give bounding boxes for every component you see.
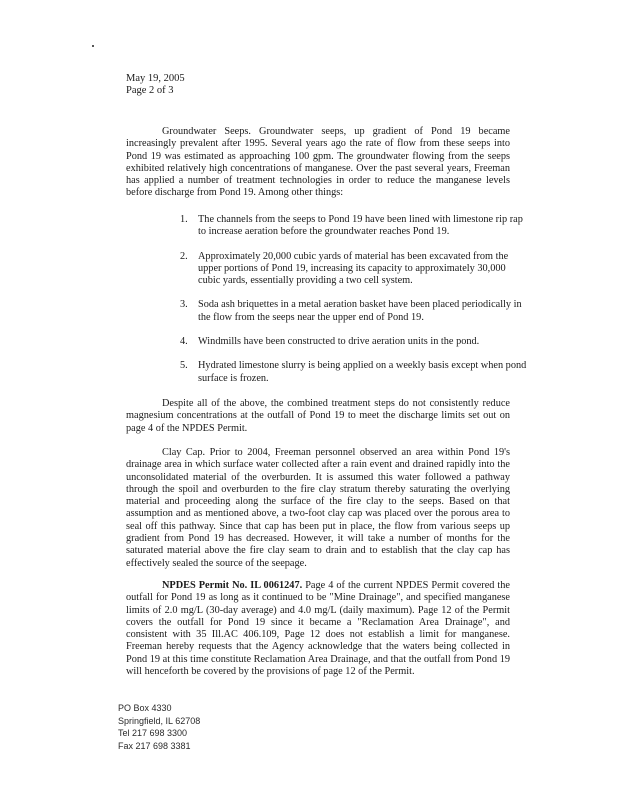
clay-cap-paragraph bbox=[126, 447, 510, 570]
clay-cap-heading: Clay Cap. bbox=[162, 447, 206, 458]
list-item bbox=[180, 251, 530, 288]
clay-cap-text: Prior to 2004, Freeman personnel observed an area within Pond 19's drainage area in which surface water collected after a rain event and drained rapidly into the unconsolidated material of the overburden. It is assumed this water followed a pathway through the spoil and overburden to the fire clay stratum thereby saturating the overlying material and proceeding along the surface of the fire clay to the seeps. Based on that assumption and as mentioned above, a two-foot clay cap was placed over the porous area to seal off this pathway. Since that cap has been put in place, the flow from various seeps up gradient from Pond 19 has decreased. However, it will take a number of months for the saturated material above the fire clay seam to drain and to establish that the clay cap has effectively sealed the source of the seepage. bbox=[126, 447, 511, 569]
list-item bbox=[180, 214, 530, 239]
letter-header bbox=[126, 73, 185, 97]
footer-fax: Fax 217 698 3381 bbox=[118, 740, 191, 751]
npdes-text: Page 4 of the current NPDES Permit covered the outfall for Pond 19 as long as it continued to be "Mine Drainage", and specified manganese limits of 2.0 mg/L (30-day average) and 4.0 mg/L (daily maximum). Page 12 of the Permit covers the outfall for Pond 19 since it became a "Reclamation Area Drainage", and consistent with 35 Ill.AC 406.109, Page 12 does not establish a limit for manganese. Freeman hereby requests that the Agency acknowledge that the waters being collected in Pond 19 at this time constitute Reclamation Area Drainage, and that the outfall from Pond 19 will henceforth be covered by the provisions of page 12 of the Permit. bbox=[126, 580, 511, 678]
groundwater-paragraph bbox=[126, 126, 510, 200]
page-number: Page 2 of 3 bbox=[126, 85, 174, 96]
groundwater-heading: Groundwater Seeps. bbox=[162, 126, 251, 137]
list-item-number: 4. bbox=[180, 336, 188, 348]
despite-paragraph bbox=[126, 398, 510, 435]
despite-text: Despite all of the above, the combined treatment steps do not consistently reduce magnesium concentrations at the outfall of Pond 19 to meet the discharge limits set out on page 4 of the NPDES Permit. bbox=[126, 398, 510, 434]
address-footer bbox=[118, 702, 200, 752]
list-item-text: Approximately 20,000 cubic yards of material has been excavated from the upper portions of Pond 19, increasing its capacity to approximately 30,000 cubic yards, essentially providing a two cell system. bbox=[198, 250, 509, 287]
treatment-list bbox=[180, 214, 530, 385]
npdes-paragraph bbox=[126, 580, 510, 678]
groundwater-text: Groundwater seeps, up gradient of Pond 19 became increasingly prevalent after 1995. Several years ago the rate of flow from these seeps into Pond 19 was estimated as approaching 100 gpm. The groundwater flowing from the seeps exhibited relatively high concentrations of manganese. Over the past several years, Freeman has applied a number of treatment technologies in order to reduce the manganese levels before discharge from Pond 19. Among other things: bbox=[126, 126, 511, 199]
list-item-number: 1. bbox=[180, 214, 188, 225]
footer-po-box: PO Box 4330 bbox=[118, 703, 172, 713]
list-item-number: 2. bbox=[180, 250, 188, 262]
footer-telephone: Tel 217 698 3300 bbox=[118, 728, 188, 738]
list-item-text: Soda ash briquettes in a metal aeration basket have been placed periodically in the flow from the seeps near the upper end of Pond 19. bbox=[198, 299, 522, 323]
list-item-text: Windmills have been constructed to drive aeration units in the pond. bbox=[198, 336, 480, 348]
list-item bbox=[180, 360, 530, 385]
letter-date: May 19, 2005 bbox=[126, 73, 185, 84]
list-item bbox=[180, 336, 530, 348]
list-item-number: 3. bbox=[180, 299, 188, 311]
list-item-number: 5. bbox=[180, 360, 188, 372]
scan-speck bbox=[92, 45, 94, 47]
footer-city: Springfield, IL 62708 bbox=[118, 715, 201, 726]
list-item-text: The channels from the seeps to Pond 19 have been lined with limestone rip rap to increase aeration before the groundwater reaches Pond 19. bbox=[198, 214, 523, 238]
npdes-heading: NPDES Permit No. IL 0061247. bbox=[162, 580, 303, 591]
list-item bbox=[180, 299, 530, 324]
list-item-text: Hydrated limestone slurry is being applied on a weekly basis except when pond surface is frozen. bbox=[198, 360, 527, 384]
